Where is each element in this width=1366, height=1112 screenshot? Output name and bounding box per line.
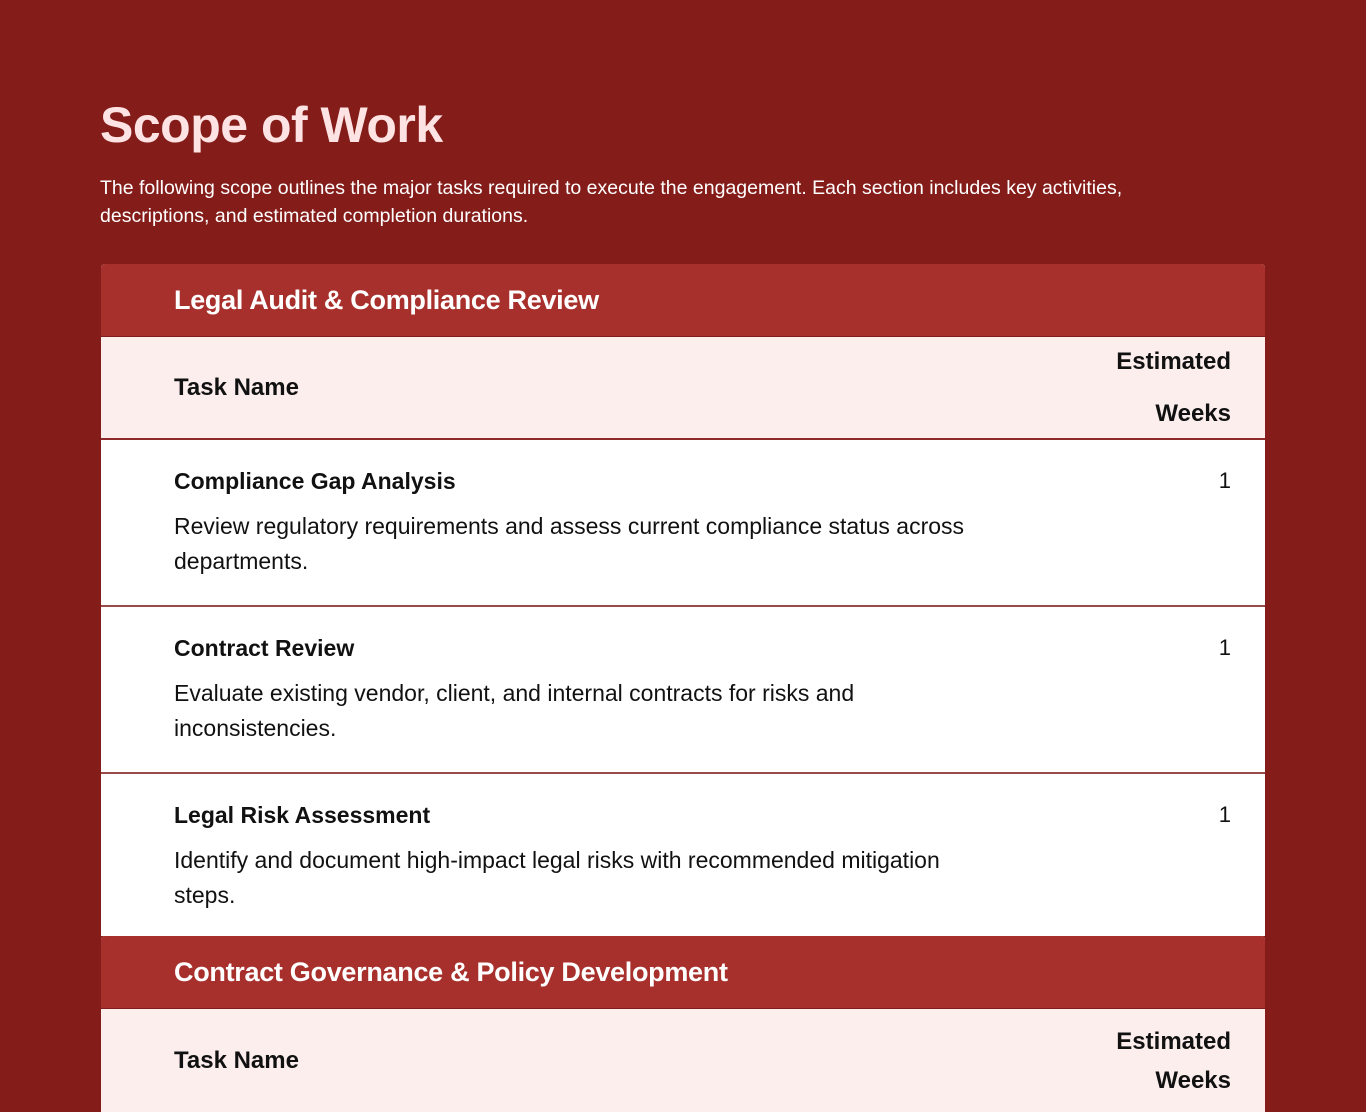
task-weeks: 1 bbox=[1218, 468, 1231, 493]
column-task-name: Task Name bbox=[174, 1046, 299, 1074]
section-legal-audit bbox=[101, 264, 1265, 936]
table-header bbox=[101, 337, 1265, 440]
task-description: Evaluate existing vendor, client, and internal contracts for risks and inconsistencies. bbox=[174, 680, 855, 741]
task-description: Identify and document high-impact legal risks with recommended mitigation steps. bbox=[174, 847, 940, 908]
table-row bbox=[101, 607, 1265, 774]
task-name: Contract Review bbox=[174, 635, 355, 661]
column-estimated-weeks: Estimated Weeks bbox=[1116, 1027, 1231, 1094]
section-title: Contract Governance & Policy Development bbox=[101, 936, 1265, 1009]
task-weeks: 1 bbox=[1218, 635, 1231, 660]
column-task-name: Task Name bbox=[174, 373, 299, 401]
table-header bbox=[101, 1009, 1265, 1112]
page-title: Scope of Work bbox=[100, 97, 443, 153]
task-description: Review regulatory requirements and assess current compliance status across departments. bbox=[174, 513, 965, 574]
table-row bbox=[101, 440, 1265, 607]
section-contract-governance bbox=[101, 936, 1265, 1112]
table-row bbox=[101, 774, 1265, 936]
task-name: Legal Risk Assessment bbox=[174, 802, 431, 828]
column-estimated-weeks: Estimated Weeks bbox=[1116, 347, 1231, 427]
task-weeks: 1 bbox=[1218, 802, 1231, 827]
task-name: Compliance Gap Analysis bbox=[174, 468, 456, 494]
section-title: Legal Audit & Compliance Review bbox=[101, 264, 1265, 337]
intro-text: The following scope outlines the major tasks required to execute the engagement. Each section includes key activities, descriptions, and estimated completion durations. bbox=[100, 177, 1123, 227]
